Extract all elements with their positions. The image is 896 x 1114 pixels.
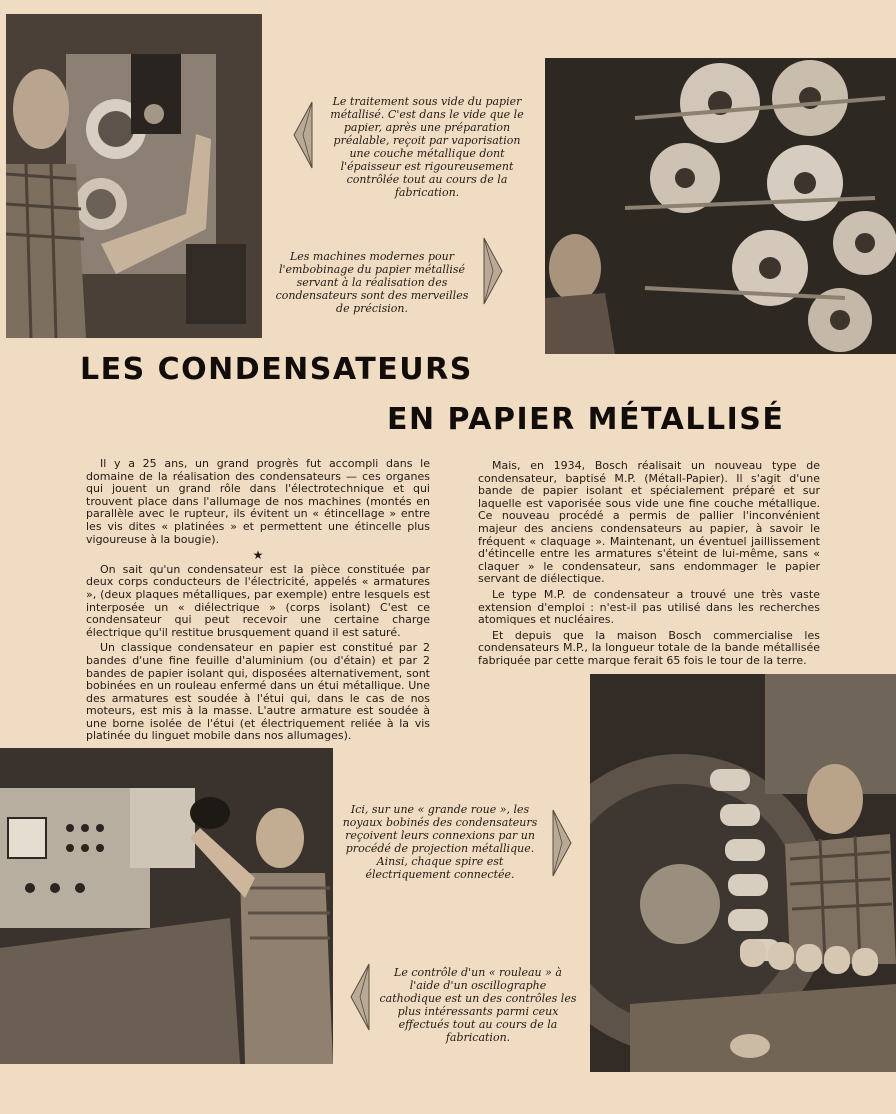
article-title-line2: EN PAPIER MÉTALLISÉ	[387, 402, 785, 437]
paragraph: Et depuis que la maison Bosch commercialise les condensateurs M.P., la longueur totale de la bande métallisée fabriquée par cette marque ferait 65 fois le tour de la terre.	[478, 628, 820, 667]
caption-winding-machines: Les machines modernes pour l'embobinage du papier métallisé servant à la réalisation des condensateurs sont des merveilles de précision.	[275, 250, 469, 315]
photo-oscilloscope-control	[0, 748, 333, 1064]
photo-winding-machines	[545, 58, 896, 354]
paragraph: Mais, en 1934, Bosch réalisait un nouveau type de condensateur, baptisé M.P. (Métall-Papier). Il s'agit d'une bande de papier isolant et spécialement préparé et sur laquelle est vaporisée sous vide une fine couche métallique. Ce nouveau procédé a permis de pallier l'inconvénient majeur des anciens condensateurs au papier, à savoir le fréquent « claquage ». Maintenant, un éventuel jaillissement d'étincelle entre les armatures s'éteint de lui-même, sans « claquer » le condensateur, sans endommager le papier servant de diélectique.	[478, 459, 820, 586]
article-title-line1: LES CONDENSATEURS	[80, 352, 473, 387]
caption-vacuum-treatment: Le traitement sous vide du papier métallisé. C'est dans le vide que le papier, après une préparation préalable, reçoit par vaporisation une couche métallique dont l'épaisseur est rigoureusement contrôlée tout au cours de la fabrication.	[330, 95, 524, 199]
paragraph: On sait qu'un condensateur est la pièce constituée par deux corps conducteurs de l'électricité, appelés « armatures », (deux plaques métalliques, par exemple) entre lesquels est interposée un « diélectrique » (corps isolant) C'est ce condensateur qui peut recevoir une certaine charge électrique qu'il restitue brusquement quand il est saturé.	[86, 562, 430, 639]
paragraph: Il y a 25 ans, un grand progrès fut accompli dans le domaine de la réalisation des condensateurs — ces organes qui jouent un grand rôle dans l'électrotechnique et qui trouvent place dans l'allumage de nos machines (montés en parallèle avec le rupteur, ils évitent un « étincellage » entre les vis dites « platinées » et permettent une étincelle plus vigoureuse à la bougie).	[86, 457, 430, 546]
photo-big-wheel	[590, 674, 896, 1072]
arrow-right-icon	[551, 808, 573, 878]
paragraph: Un classique condensateur en papier est constitué par 2 bandes d'une fine feuille d'aluminium (ou d'étain) et par 2 bandes de papier isolant qui, disposées alternativement, sont bobinées en un rouleau enfermé dans un étui métallique. Une des armatures est soudée à l'étui qui, dans le cas de nos moteurs, est mis à la masse. L'autre armature est soudée à une borne isolée de l'étui (et électriquement reliée à la vis platinée du linguet mobile dans nos allumages).	[86, 641, 430, 743]
caption-oscilloscope: Le contrôle d'un « rouleau » à l'aide d'un oscillographe cathodique est un des contrôles les plus intéressants parmi ceux effectués tout au cours de la fabrication.	[379, 966, 577, 1044]
article-column-left	[86, 458, 430, 746]
arrow-left-icon	[292, 100, 314, 170]
photo-vacuum-chamber	[6, 14, 262, 338]
arrow-left-icon	[349, 962, 371, 1032]
article-column-right	[478, 460, 820, 671]
arrow-right-icon	[482, 236, 504, 306]
star-separator-icon: ★	[252, 548, 264, 563]
caption-big-wheel: Ici, sur une « grande roue », les noyaux bobinés des condensateurs reçoivent leurs connexions par un procédé de projection métallique. Ainsi, chaque spire est électriquement connectée.	[342, 803, 538, 881]
paragraph: Le type M.P. de condensateur a trouvé une très vaste extension d'emploi : n'est-il pas utilisé dans les recherches atomiques et nucléaires.	[478, 587, 820, 627]
